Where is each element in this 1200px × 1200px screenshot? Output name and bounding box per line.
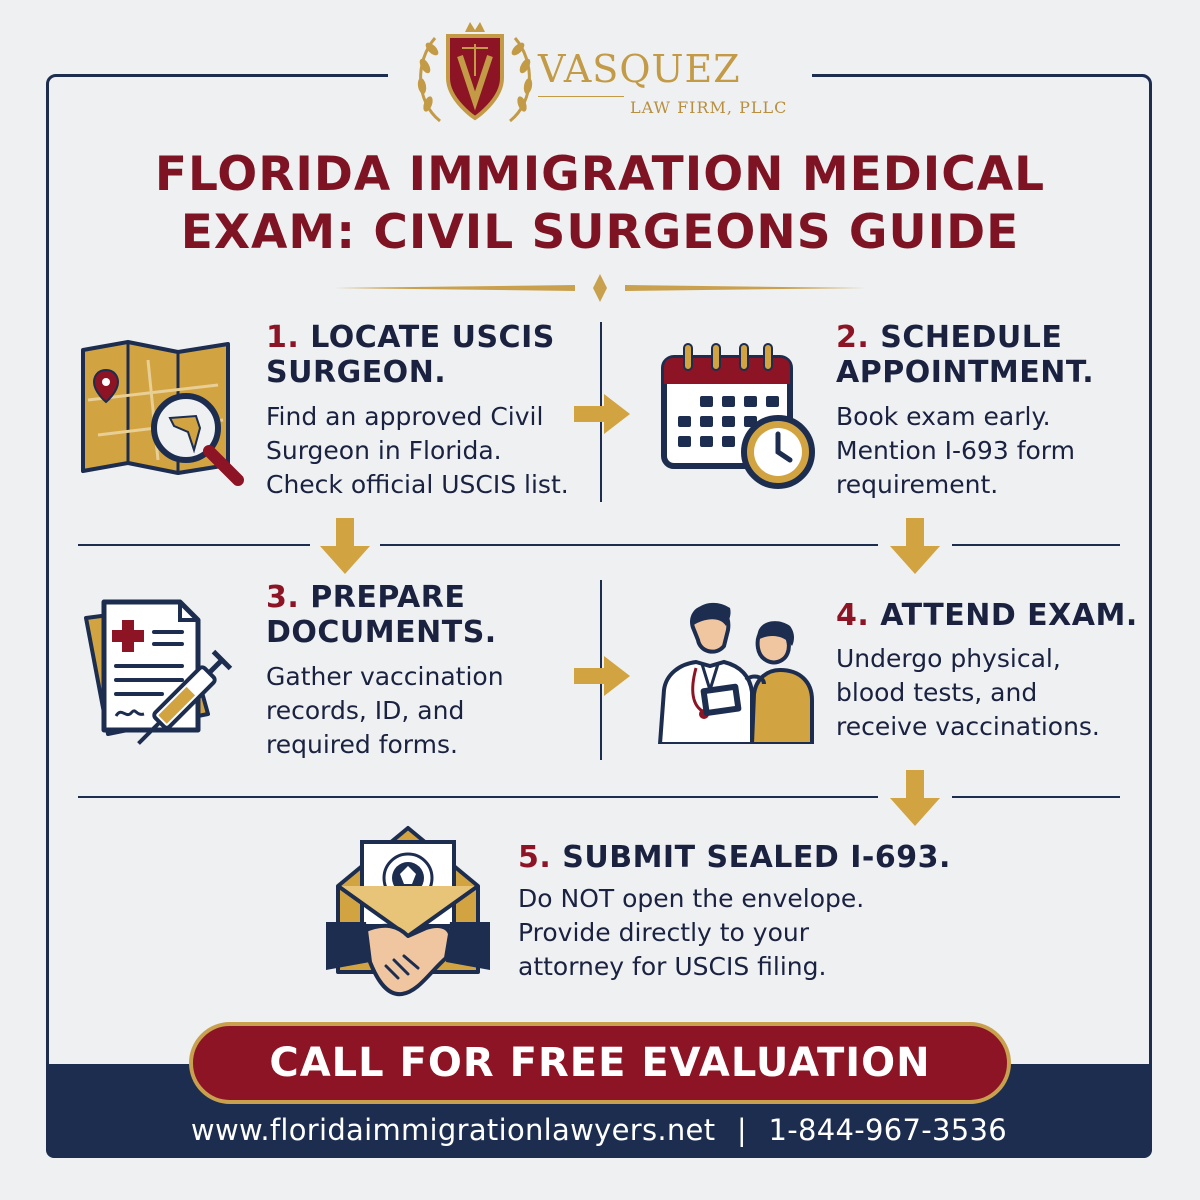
step-1-body [266, 400, 569, 502]
doctor-patient-icon [640, 594, 820, 744]
step-4-body-line: blood tests, and [836, 678, 1038, 707]
arrow-down-icon [318, 516, 372, 576]
step-1-number: 1. [266, 320, 300, 355]
arrow-right-icon [572, 392, 632, 436]
step-2-title [836, 320, 1094, 390]
free-evaluation-button[interactable]: CALL FOR FREE EVALUATION [189, 1022, 1011, 1104]
horizontal-divider-1c [952, 544, 1120, 546]
step-3-body-line: required forms. [266, 730, 458, 759]
step-5-body [518, 882, 864, 984]
step-5-number: 5. [518, 840, 552, 875]
map-search-icon [78, 340, 248, 490]
step-5-body-line: Do NOT open the envelope. [518, 884, 865, 913]
step-1-body-line: Check official USCIS list. [266, 470, 569, 499]
ornamental-divider [335, 272, 865, 304]
step-1-title-line-2: SURGEON. [266, 355, 447, 390]
brand-rule [538, 96, 624, 97]
step-1-title-line-1: LOCATE USCIS [310, 320, 555, 355]
step-4-title-line-1: ATTEND EXAM. [880, 598, 1138, 633]
title-line-1: FLORIDA IMMIGRATION MEDICAL [154, 147, 1046, 202]
step-2-body [836, 400, 1075, 502]
step-3-body [266, 660, 504, 762]
step-3-title-line-1: PREPARE [310, 580, 466, 615]
step-2-body-line: Mention I-693 form [836, 436, 1075, 465]
step-2-title-line-2: APPOINTMENT. [836, 355, 1095, 390]
step-5-title-line-1: SUBMIT SEALED I-693. [562, 840, 951, 875]
title-line-2: EXAM: CIVIL SURGEONS GUIDE [180, 205, 1020, 260]
arrow-down-icon [888, 516, 942, 576]
step-1-body-line: Find an approved Civil [266, 402, 544, 431]
step-3-title-line-2: DOCUMENTS. [266, 615, 497, 650]
step-3-body-line: Gather vaccination [266, 662, 504, 691]
horizontal-divider-2b [952, 796, 1120, 798]
laurel-shield-icon [410, 16, 540, 136]
step-4-body-line: Undergo physical, [836, 644, 1061, 673]
sealed-envelope-handshake-icon [326, 822, 490, 998]
step-2-title-line-1: SCHEDULE [880, 320, 1063, 355]
page-title [60, 146, 1140, 262]
brand-subtitle: LAW FIRM, PLLC [630, 98, 788, 117]
medical-documents-icon [78, 594, 248, 749]
step-3-number: 3. [266, 580, 300, 615]
step-4-number: 4. [836, 598, 870, 633]
step-2-body-line: requirement. [836, 470, 999, 499]
step-4-title [836, 598, 1138, 633]
horizontal-divider-2a [78, 796, 878, 798]
contact-footer [46, 1110, 1152, 1150]
step-5-body-line: Provide directly to your [518, 918, 810, 947]
step-2-number: 2. [836, 320, 870, 355]
website-link[interactable]: www.floridaimmigrationlawyers.net [190, 1113, 716, 1147]
step-5-body-line: attorney for USCIS filing. [518, 952, 827, 981]
phone-link[interactable]: 1-844-967-3536 [768, 1113, 1008, 1147]
step-3-title [266, 580, 497, 650]
arrow-right-icon [572, 654, 632, 698]
step-1-body-line: Surgeon in Florida. [266, 436, 502, 465]
arrow-down-icon [888, 768, 942, 828]
brand-logo [410, 16, 800, 136]
step-4-body [836, 642, 1100, 744]
step-1-title [266, 320, 555, 390]
calendar-clock-icon [660, 342, 820, 492]
step-3-body-line: records, ID, and [266, 696, 465, 725]
brand-name: VASQUEZ [538, 47, 741, 91]
horizontal-divider-1b [380, 544, 878, 546]
step-4-body-line: receive vaccinations. [836, 712, 1100, 741]
step-5-title [518, 840, 951, 875]
step-2-body-line: Book exam early. [836, 402, 1051, 431]
horizontal-divider-1a [78, 544, 310, 546]
footer-separator: | [736, 1113, 747, 1147]
